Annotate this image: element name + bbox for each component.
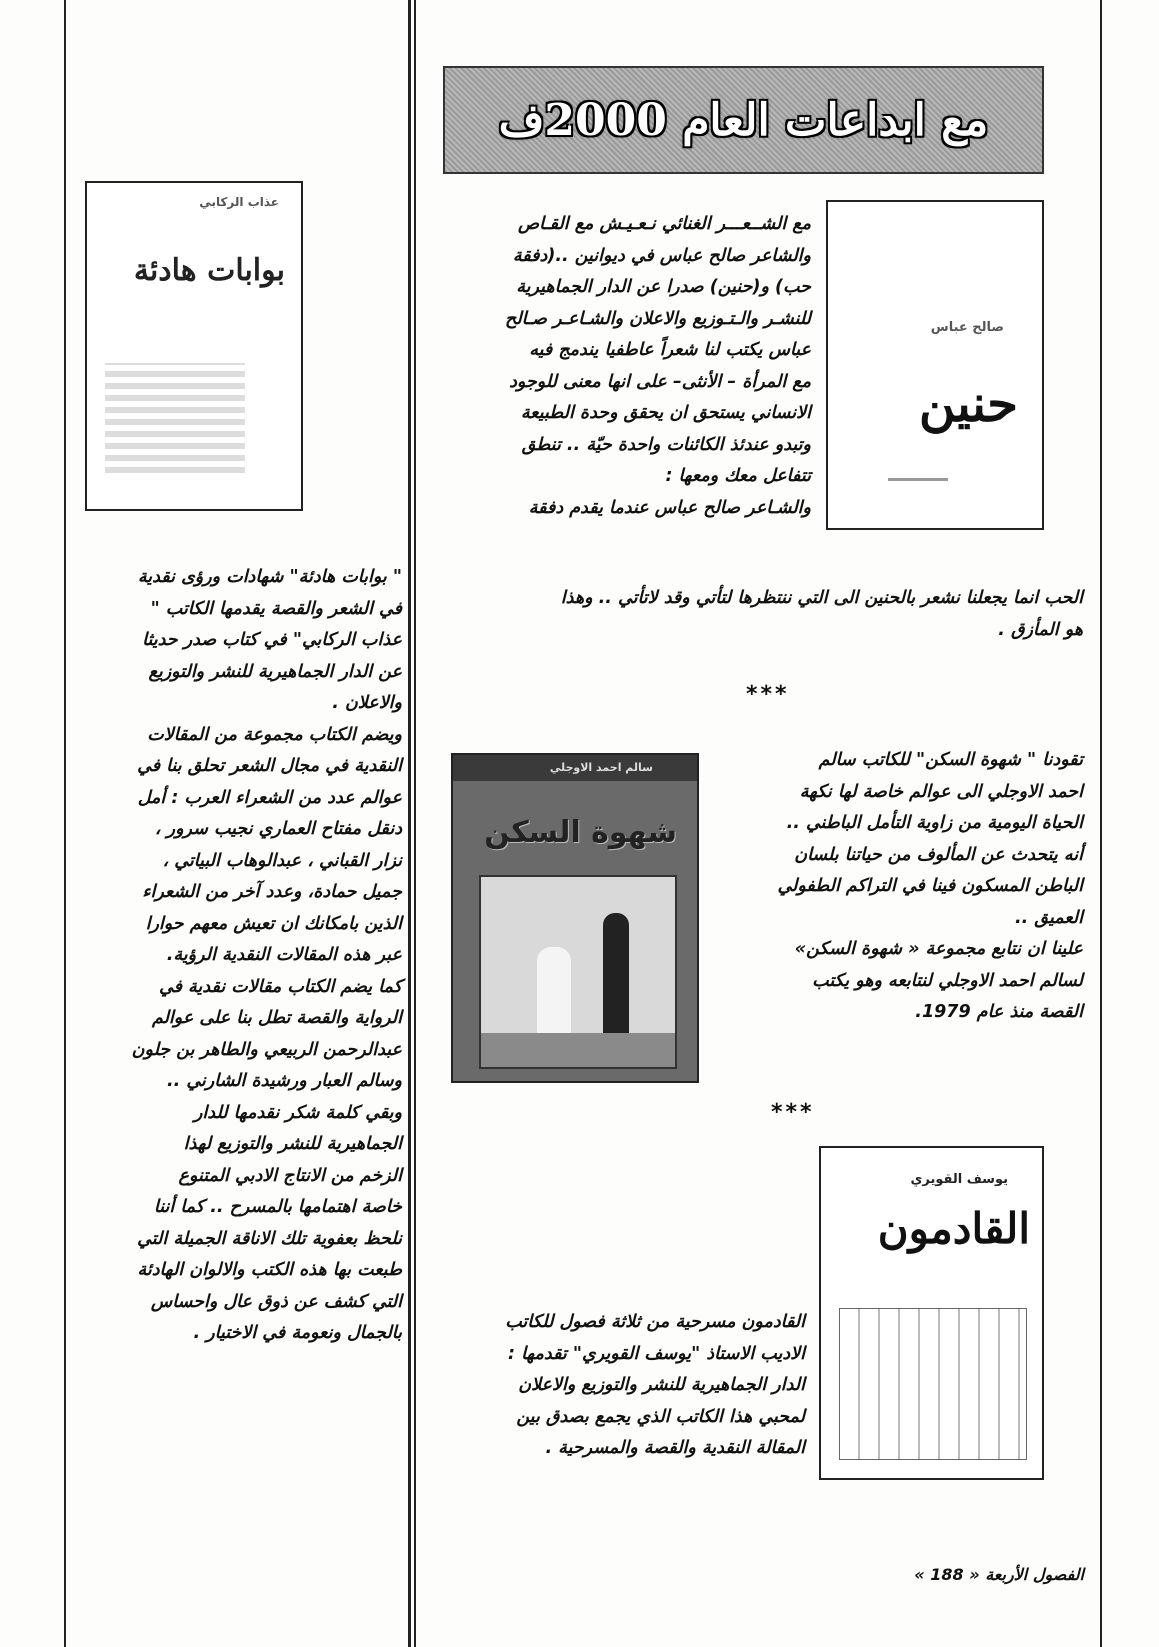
- separator-2: ***: [771, 1100, 815, 1125]
- page-title: مع ابداعات العام 2000ف: [498, 94, 989, 146]
- cover-author: صالح عباس: [930, 320, 1004, 335]
- cover-title: القادمون: [877, 1204, 1030, 1253]
- column-divider-line-b: [414, 0, 416, 1647]
- floor-shape: [481, 1033, 675, 1067]
- intro-continuation: الحب انما يجعلنا نشعر بالحنين الى التي ننتظرها لتأتي وقد لاتأتي .. وهذا هو المأزق .: [560, 588, 1083, 640]
- column-divider-line-a: [408, 0, 411, 1647]
- third-paragraph: القادمون مسرحية من ثلاثة فصول للكاتب الاديب الاستاذ "يوسف القويري" تقدمها : الدار الجماهيرية للنشر والتوزيع والاعلان لمحبي هذا الكاتب الذي يجمع بصدق بين المقالة النقدية والقصة والمسرحية .: [505, 1312, 805, 1458]
- separator-1: ***: [746, 682, 790, 707]
- left-border-line: [64, 0, 66, 1647]
- book-cover-bawabat-hadia: [85, 181, 303, 511]
- cover-title: شهوة السكن: [484, 815, 677, 850]
- building-sketch: [839, 1308, 1027, 1460]
- intro-paragraph: مع الشــعـــر الغنائي نـعـيـش مع القـاص والشاعر صالح عباس في ديوانين ..(دفقة حب) و(حنين) صدرا عن الدار الجماهيرية للنشـر والـتـوزيع والاعلان والشـاعـر صـالح عباس يكتب لنا شعراً عاطفيا يندمج فيه مع المرأة – الأنثى– على انها معنى للوجود الانساني يستحق ان يحقق وحدة الطبيعة وتبدو عندئذ الكائنات واحدة حيّة .. تنطق تتفاعل معك ومعها : والشـاعر صالح عباس عندما يقدم دفقة: [505, 214, 811, 518]
- cover-author: يوسف القويري: [910, 1172, 1008, 1187]
- page-title-banner: [443, 66, 1044, 174]
- page-footer: [860, 1565, 1084, 1584]
- left-column-paragraph: " بوابات هادئة" شهادات ورؤى نقدية في الشعر والقصة يقدمها الكاتب " عذاب الركابي" في كتاب صدر حديثا عن الدار الجماهيرية للنشر والتوزيع والاعلان . ويضم الكتاب مجموعة من المقالات النقدية في مجال الشعر تحلق بنا في عوالم عدد من الشعراء العرب : أمل دنقل مفتاح العماري نجيب سرور ، نزار القباني ، عبدالوهاب البياتي ، جميل حمادة، وعدد آخر من الشعراء الذين بامكانك ان تعيش معهم حوارا عبر هذه المقالات النقدية الرؤية. كما يضم الكتاب مقالات نقدية في الرواية والقصة تطل بنا على عوالم عبدالرحمن الربيعي والطاهر بن جلون وسالم العبار ورشيدة الشارني .. وبقي كلمة شكر نقدمها للدار الجماهيرية للنشر والتوزيع لهذا الزخم من الانتاج الادبي المتنوع خاصة اهتمامها بالمسرح .. كما أننا نلحظ بعفوية تلك الاناقة الجميلة التي طبعت بها هذه الكتب والالوان الهادئة التي كشف عن ذوق عال واحساس بالجمال ونعومة في الاختيار .: [131, 567, 402, 1343]
- cover-author: سالم احمد الاوجلي: [549, 761, 653, 774]
- footer-page-number: « 188 »: [914, 1565, 980, 1584]
- cover-footer-line: [888, 478, 948, 481]
- right-border-line: [1100, 0, 1102, 1647]
- second-paragraph: تقودنا " شهوة السكن" للكاتب سالم احمد الاوجلي الى عوالم خاصة لها نكهة الحياة اليومية من زاوية التأمل الباطني .. أنه يتحدث عن المألوف من حياتنا بلسان الباطن المسكون فينا في التراكم الطفولي العميق .. علينا ان نتابع مجموعة « شهوة السكن» لسالم احمد الاوجلي لنتابعه وهو يكتب القصة منذ عام 1979.: [777, 750, 1083, 1022]
- footer-magazine-name: الفصول الأربعة: [985, 1565, 1084, 1584]
- book-cover-al-qadimoun: [819, 1146, 1044, 1480]
- cover-title: بوابات هادئة: [133, 253, 285, 288]
- cover-author: عذاب الركابي: [199, 195, 279, 209]
- cover-inner-panel: [479, 875, 677, 1069]
- book-cover-shahwat-al-sakan: [451, 753, 699, 1083]
- book-cover-haneen: [826, 200, 1044, 530]
- cover-title: حنين: [918, 374, 1018, 433]
- dark-figure-shape: [603, 913, 629, 1039]
- cover-pattern: [105, 363, 245, 473]
